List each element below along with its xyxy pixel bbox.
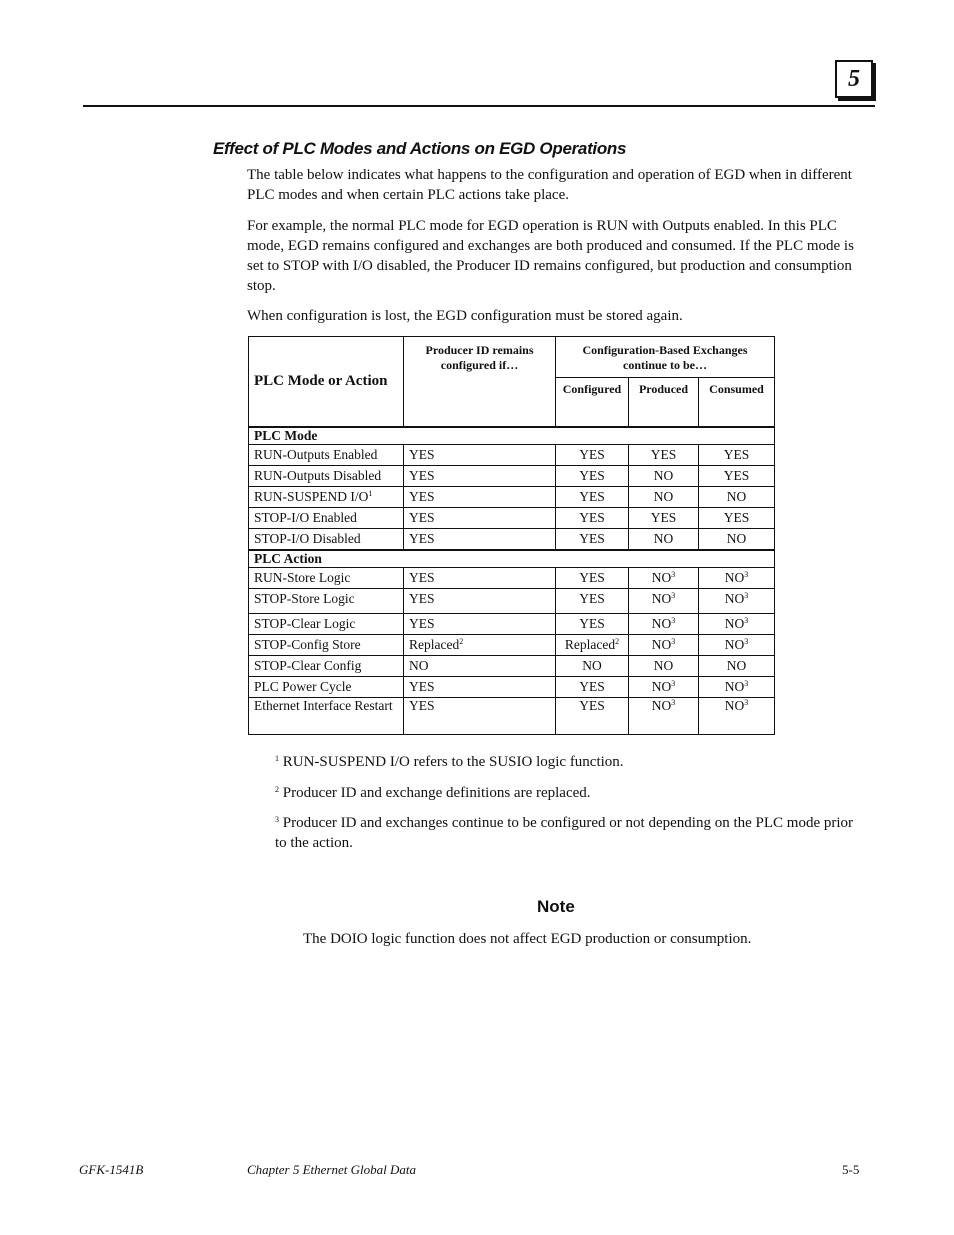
footnote-ref: 3	[744, 637, 749, 646]
cell-configured	[556, 614, 629, 635]
footnote-ref: 2	[615, 637, 620, 646]
cell-consumed	[699, 487, 775, 508]
cell-configured-text: YES	[579, 698, 605, 713]
cell-producer-id	[404, 487, 556, 508]
cell-consumed-text: YES	[723, 447, 750, 462]
cell-producer-id-text: YES	[409, 591, 435, 606]
cell-configured	[556, 529, 629, 551]
cell-configured	[556, 466, 629, 487]
cell-produced-text: NO	[653, 531, 674, 546]
cell-configured	[556, 698, 629, 735]
cell-producer-id	[404, 656, 556, 677]
group-row-plc-action	[249, 550, 775, 568]
footnote-ref: 2	[459, 637, 464, 646]
table-row	[249, 487, 775, 508]
header-plc-mode-or-action: PLC Mode or Action	[249, 337, 404, 428]
cell-produced-text: NO	[651, 570, 672, 585]
cell-produced	[629, 445, 699, 466]
footnote-ref: 3	[671, 616, 676, 625]
cell-produced	[629, 466, 699, 487]
cell-consumed-text: NO	[724, 570, 745, 585]
cell-produced	[629, 487, 699, 508]
cell-producer-id	[404, 508, 556, 529]
footnote-mark: 2	[275, 785, 279, 794]
group-label: PLC Action	[249, 550, 775, 568]
footnote-ref: 3	[744, 616, 749, 625]
cell-mode-name	[249, 445, 404, 466]
cell-produced	[629, 635, 699, 656]
table-row	[249, 656, 775, 677]
cell-produced-text: NO	[651, 591, 672, 606]
footer-page-number: 5-5	[842, 1162, 860, 1177]
table-row	[249, 677, 775, 698]
cell-produced-text: NO	[653, 658, 674, 673]
cell-producer-id-text: YES	[409, 489, 435, 504]
cell-consumed-text: NO	[724, 591, 745, 606]
table-row	[249, 466, 775, 487]
footnote	[275, 752, 855, 772]
cell-producer-id	[404, 568, 556, 589]
header-producer-id: Producer ID remains configured if…	[404, 337, 556, 428]
cell-mode-name-text: STOP-Clear Logic	[254, 616, 356, 631]
cell-mode-name	[249, 656, 404, 677]
cell-configured-text: YES	[579, 510, 605, 525]
cell-produced-text: NO	[651, 616, 672, 631]
footnote	[275, 783, 855, 803]
footnote-ref: 3	[671, 637, 676, 646]
cell-configured	[556, 445, 629, 466]
cell-mode-name-text: RUN-Outputs Enabled	[254, 447, 378, 462]
cell-producer-id-text: YES	[409, 468, 435, 483]
cell-mode-name	[249, 487, 404, 508]
cell-consumed	[699, 508, 775, 529]
cell-consumed	[699, 466, 775, 487]
footnote-ref: 3	[671, 591, 676, 600]
table-row	[249, 445, 775, 466]
cell-producer-id	[404, 635, 556, 656]
cell-producer-id-text: YES	[409, 447, 435, 462]
cell-producer-id	[404, 677, 556, 698]
cell-consumed	[699, 635, 775, 656]
header-rule	[83, 105, 875, 107]
header-config-based-exchanges: Configuration-Based Exchanges continue to be…	[556, 337, 775, 378]
footnote-mark: 3	[275, 815, 279, 824]
cell-produced-text: YES	[650, 447, 677, 462]
cell-produced	[629, 589, 699, 614]
header-produced: Produced	[629, 378, 699, 428]
cell-configured	[556, 635, 629, 656]
cell-configured	[556, 487, 629, 508]
cell-produced-text: NO	[653, 489, 674, 504]
cell-consumed-text: NO	[724, 698, 745, 713]
footnote-ref: 3	[744, 570, 749, 579]
table-body	[249, 427, 775, 735]
cell-configured-text: NO	[582, 658, 602, 673]
cell-producer-id-text: YES	[409, 698, 435, 713]
cell-mode-name	[249, 677, 404, 698]
section-heading: Effect of PLC Modes and Actions on EGD Operations	[213, 139, 627, 158]
cell-producer-id-text: YES	[409, 531, 435, 546]
configuration-lost-paragraph: When configuration is lost, the EGD configuration must be stored again.	[247, 308, 683, 324]
cell-consumed-text: NO	[724, 616, 745, 631]
cell-configured-text: YES	[579, 489, 605, 504]
cell-produced-text: NO	[653, 468, 674, 483]
cell-mode-name-text: PLC Power Cycle	[254, 679, 352, 694]
cell-consumed-text: YES	[723, 468, 750, 483]
cell-consumed	[699, 614, 775, 635]
cell-producer-id-text: Replaced	[409, 637, 460, 652]
cell-consumed-text: NO	[726, 489, 747, 504]
footer-doc-id: GFK-1541B	[79, 1162, 144, 1177]
footnote-mark: 1	[275, 754, 279, 763]
cell-consumed	[699, 529, 775, 551]
cell-configured	[556, 589, 629, 614]
cell-mode-name-text: STOP-Store Logic	[254, 591, 355, 606]
cell-mode-name	[249, 466, 404, 487]
cell-consumed-text: YES	[723, 510, 750, 525]
footnote-ref: 3	[671, 570, 676, 579]
table-row	[249, 614, 775, 635]
footnote-text: Producer ID and exchanges continue to be configured or not depending on the PLC mode prior to the action.	[275, 815, 854, 851]
cell-produced	[629, 508, 699, 529]
cell-producer-id	[404, 698, 556, 735]
cell-consumed	[699, 568, 775, 589]
cell-configured	[556, 656, 629, 677]
chapter-number-box	[835, 60, 873, 98]
cell-producer-id-text: NO	[409, 658, 429, 673]
cell-mode-name	[249, 614, 404, 635]
cell-mode-name	[249, 568, 404, 589]
footnote-ref: 3	[744, 679, 749, 688]
cell-configured-text: YES	[579, 679, 605, 694]
cell-configured	[556, 568, 629, 589]
cell-produced	[629, 614, 699, 635]
cell-configured	[556, 677, 629, 698]
cell-producer-id	[404, 445, 556, 466]
cell-mode-name-text: STOP-Config Store	[254, 637, 361, 652]
cell-consumed	[699, 698, 775, 735]
cell-mode-name-text: STOP-I/O Enabled	[254, 510, 357, 525]
table-row	[249, 589, 775, 614]
footnote-ref: 3	[744, 698, 749, 707]
footnote-ref: 1	[368, 489, 373, 498]
cell-consumed	[699, 656, 775, 677]
cell-configured-text: YES	[579, 570, 605, 585]
cell-mode-name	[249, 589, 404, 614]
cell-producer-id	[404, 466, 556, 487]
footnote-ref: 3	[671, 698, 676, 707]
table-row	[249, 635, 775, 656]
cell-produced	[629, 529, 699, 551]
cell-produced	[629, 656, 699, 677]
cell-mode-name-text: STOP-Clear Config	[254, 658, 362, 673]
cell-producer-id-text: YES	[409, 510, 435, 525]
cell-produced-text: NO	[651, 698, 672, 713]
cell-consumed	[699, 445, 775, 466]
cell-produced	[629, 698, 699, 735]
cell-producer-id-text: YES	[409, 616, 435, 631]
header-configured: Configured	[556, 378, 629, 428]
cell-configured-text: YES	[579, 468, 605, 483]
cell-consumed-text: NO	[726, 658, 747, 673]
intro-paragraph: The table below indicates what happens to the configuration and operation of EGD when in different PLC modes and when certain PLC actions take place.	[247, 167, 852, 203]
egd-operations-table	[248, 336, 775, 735]
cell-producer-id-text: YES	[409, 570, 435, 585]
cell-produced-text: YES	[650, 510, 677, 525]
table-row	[249, 698, 775, 735]
example-paragraph: For example, the normal PLC mode for EGD operation is RUN with Outputs enabled. In this PLC mode, EGD remains configured and exchanges are both produced and consumed. If the PLC mode is set to STOP with I/O disabled, the Producer ID remains configured, but production and consumption stop.	[247, 218, 854, 294]
cell-consumed-text: NO	[724, 637, 745, 652]
group-label: PLC Mode	[249, 427, 775, 445]
table-row	[249, 529, 775, 551]
footnote-text: RUN-SUSPEND I/O refers to the SUSIO logic function.	[282, 754, 624, 770]
cell-consumed	[699, 589, 775, 614]
cell-mode-name-text: RUN-Store Logic	[254, 570, 351, 585]
footnote-ref: 3	[671, 679, 676, 688]
cell-configured-text: Replaced	[564, 637, 616, 652]
cell-producer-id	[404, 529, 556, 551]
chapter-number: 5	[848, 65, 860, 92]
cell-configured-text: YES	[579, 447, 605, 462]
table-row	[249, 568, 775, 589]
cell-mode-name-text: RUN-SUSPEND I/O	[254, 489, 369, 504]
footnote-text: Producer ID and exchange definitions are replaced.	[282, 785, 591, 801]
note-text: The DOIO logic function does not affect EGD production or consumption.	[303, 931, 752, 947]
footnote	[275, 813, 855, 853]
cell-producer-id	[404, 589, 556, 614]
cell-configured-text: YES	[579, 591, 605, 606]
cell-configured-text: YES	[579, 531, 605, 546]
cell-configured	[556, 508, 629, 529]
cell-consumed-text: NO	[726, 531, 747, 546]
cell-produced-text: NO	[651, 679, 672, 694]
cell-mode-name	[249, 635, 404, 656]
cell-produced-text: NO	[651, 637, 672, 652]
header-consumed: Consumed	[699, 378, 775, 428]
footnote-ref: 3	[744, 591, 749, 600]
cell-producer-id-text: YES	[409, 679, 435, 694]
cell-mode-name-text: RUN-Outputs Disabled	[254, 468, 382, 483]
cell-consumed-text: NO	[724, 679, 745, 694]
cell-mode-name	[249, 508, 404, 529]
footer-chapter: Chapter 5 Ethernet Global Data	[247, 1162, 416, 1177]
cell-consumed	[699, 677, 775, 698]
cell-mode-name	[249, 698, 404, 735]
cell-mode-name-text: Ethernet Interface Restart	[254, 698, 393, 713]
cell-mode-name	[249, 529, 404, 551]
cell-produced	[629, 568, 699, 589]
note-heading: Note	[537, 897, 575, 916]
cell-configured-text: YES	[579, 616, 605, 631]
cell-mode-name-text: STOP-I/O Disabled	[254, 531, 361, 546]
table-row	[249, 508, 775, 529]
cell-producer-id	[404, 614, 556, 635]
cell-produced	[629, 677, 699, 698]
group-row-plc-mode	[249, 427, 775, 445]
